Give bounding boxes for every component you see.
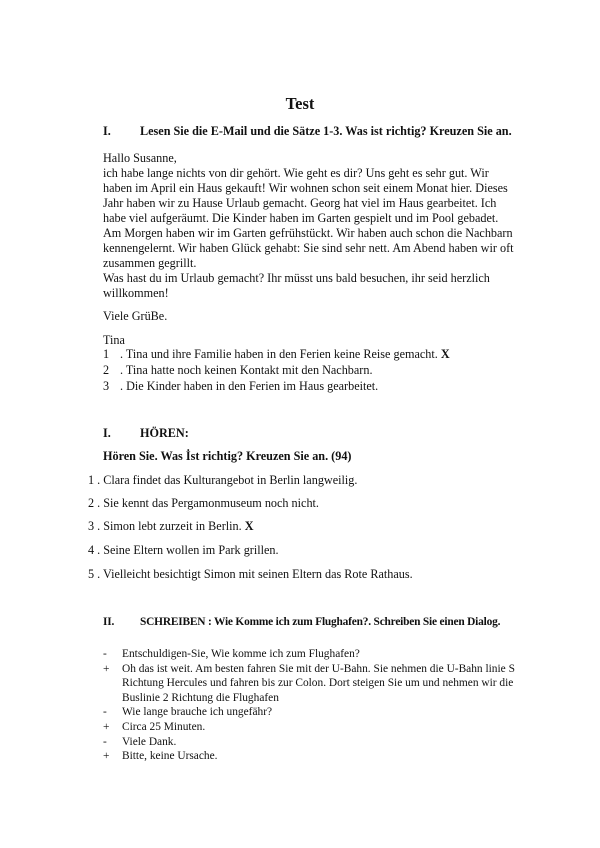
email-line: ich habe lange nichts von dir gehört. Wie geht es dir? Uns geht es sehr gut. Wir [103, 166, 489, 180]
email-line: willkommen! [103, 286, 169, 300]
dialog-text: Circa 25 Minuten. [122, 720, 206, 733]
dialog-line [103, 749, 523, 764]
list-item [88, 543, 279, 558]
statement-text: . Clara findet das Kulturangebot in Berlin langweilig. [97, 473, 358, 487]
dialog-speaker-symbol: + [103, 662, 110, 675]
statement-text: . Sie kennt das Pergamonmuseum noch nicht. [97, 496, 319, 510]
section2-subheading: Hören Sie. Was İst richtig? Kreuzen Sie an. (94) [103, 449, 352, 463]
dialog-line [103, 735, 523, 750]
email-line: kennengelernt. Wir haben Glück gehabt: Sie sind sehr nett. Am Abend haben wir oft [103, 241, 514, 255]
section3-number: II. [103, 616, 115, 628]
email-line: Was hast du im Urlaub gemacht? Ihr müsst uns bald besuchen, ihr seid herzlich [103, 271, 490, 285]
statement-text: . Tina und ihre Familie haben in den Ferien keine Reise gemacht. [120, 347, 438, 361]
email-line: Am Morgen haben wir im Garten gefrühstückt. Wir haben auch schon die Nachbarn [103, 226, 513, 240]
dialog-speaker-symbol: + [103, 750, 110, 763]
document-title: Test [285, 94, 315, 113]
list-item [88, 496, 319, 511]
email-line: haben im April ein Haus gekauft! Wir wohnen schon seit einem Monat hier. Dieses [103, 181, 508, 195]
email-line: zusammen gegrillt. [103, 256, 197, 270]
dialog-speaker-symbol: - [103, 648, 107, 660]
dialog-text: Wie lange brauche ich ungefähr? [122, 706, 273, 719]
statement-number: 2 [88, 496, 95, 510]
statement-text: . Die Kinder haben in den Ferien im Haus gearbeitet. [120, 379, 379, 393]
answer-mark: X [440, 347, 450, 361]
dialog-text: Viele Dank. [122, 735, 177, 748]
email-closing: Viele GrüBe. [103, 309, 168, 323]
dialog-speaker-symbol: - [103, 735, 107, 748]
section3-heading [103, 615, 523, 631]
statement-number: 3 [88, 519, 95, 533]
email-line: Jahr haben wir zu Hause Urlaub gemacht. Georg hat viel im Haus gearbeitet. Ich [103, 196, 497, 210]
statement-number: 5 [88, 567, 95, 581]
dialog-line [103, 647, 523, 662]
statement-text: . Tina hatte noch keinen Kontakt mit den Nachbarn. [120, 363, 373, 377]
statement-text: . Simon lebt zurzeit in Berlin. [97, 519, 242, 533]
email-line: habe viel aufgeräumt. Die Kinder haben im Garten gespielt und im Pool gebadet. [103, 211, 499, 225]
email-greeting: Hallo Susanne, [103, 151, 177, 165]
email-signature: Tina [103, 333, 125, 347]
list-item [88, 473, 357, 488]
section1-title: Lesen Sie die E-Mail und die Sätze 1-3. Was ist richtig? Kreuzen Sie an. [140, 124, 512, 138]
list-item [88, 567, 413, 582]
email-text [103, 151, 523, 348]
statement-number: 1 [88, 473, 95, 487]
dialog [103, 647, 523, 764]
section1-heading [103, 124, 523, 140]
section2-heading [103, 426, 403, 442]
dialog-speaker-symbol: + [103, 720, 110, 733]
statement-text: . Vielleicht besichtigt Simon mit seinen Eltern das Rote Rathaus. [97, 567, 413, 581]
dialog-speaker-symbol: - [103, 706, 107, 719]
section2-title: HÖREN: [140, 426, 189, 440]
dialog-text: Entschuldigen-Sie, Wie komme ich zum Flughafen? [122, 648, 360, 660]
dialog-line [103, 662, 523, 706]
section1-number: I. [103, 124, 111, 138]
statement-text: . Seine Eltern wollen im Park grillen. [97, 543, 279, 557]
statement-number: 2 [103, 363, 110, 377]
list-item [88, 519, 254, 534]
dialog-text: Oh das ist weit. Am besten fahren Sie mit der U-Bahn. Sie nehmen die U-Bahn linie S Richtung Hercules und fahren bis zur Colon. Dort steigen Sie um und nehmen wir die Buslinie 2 Richtung die Flughafen [122, 662, 515, 704]
section3-title: SCHREIBEN : Wie Komme ich zum Flughafen?. Schreiben Sie einen Dialog. [140, 616, 501, 628]
statement-number: 4 [88, 543, 95, 557]
dialog-line [103, 705, 523, 720]
statement-number: 1 [103, 347, 110, 361]
dialog-text: Bitte, keine Ursache. [122, 750, 218, 763]
section2-number: I. [103, 426, 111, 440]
statement-number: 3 [103, 379, 110, 393]
answer-mark: X [244, 519, 254, 533]
dialog-line [103, 720, 523, 735]
